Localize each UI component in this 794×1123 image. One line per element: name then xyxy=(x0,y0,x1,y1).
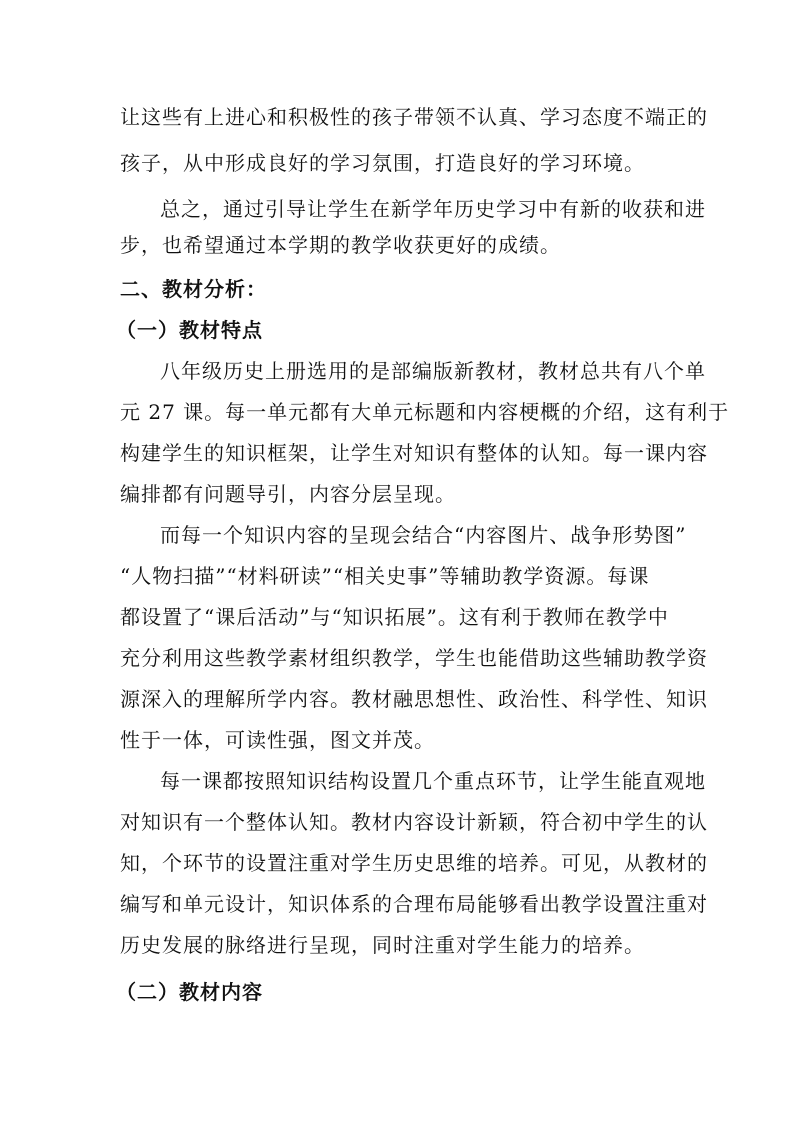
section-heading: 二、教材分析： xyxy=(120,277,267,301)
subsection-heading: （一）教材特点 xyxy=(116,318,263,342)
body-text-line: 源深入的理解所学内容。教材融思想性、政治性、科学性、知识 xyxy=(120,687,708,711)
body-text-line: 编写和单元设计，知识体系的合理布局能够看出教学设置注重对 xyxy=(120,892,708,916)
body-text-line: 让这些有上进心和积极性的孩子带领不认真、学习态度不端正的 xyxy=(120,105,708,129)
body-text-line: 知，个环节的设置注重对学生历史思维的培养。可见，从教材的 xyxy=(120,851,708,875)
body-text-line: 充分利用这些教学素材组织教学，学生也能借助这些辅助教学资 xyxy=(120,646,708,670)
body-text-line: 历史发展的脉络进行呈现，同时注重对学生能力的培养。 xyxy=(120,933,645,957)
body-text-line: “人物扫描”“材料研读”“相关史事”等辅助教学资源。每课 xyxy=(120,564,650,588)
body-text-line: 构建学生的知识框架，让学生对知识有整体的认知。每一课内容 xyxy=(120,441,708,465)
body-text-line: 八年级历史上册选用的是部编版新教材，教材总共有八个单 xyxy=(160,359,706,383)
body-text-line: 每一课都按照知识结构设置几个重点环节，让学生能直观地 xyxy=(160,769,706,793)
body-text-line: 对知识有一个整体认知。教材内容设计新颖，符合初中学生的认 xyxy=(120,810,708,834)
body-text-line: 元 27 课。每一单元都有大单元标题和内容梗概的介绍，这有利于 xyxy=(120,400,730,424)
subsection-heading: （二）教材内容 xyxy=(116,980,263,1004)
body-text-line: 性于一体，可读性强，图文并茂。 xyxy=(120,728,435,752)
body-text-line: 步，也希望通过本学期的教学收获更好的成绩。 xyxy=(120,233,561,257)
body-text-line: 孩子，从中形成良好的学习氛围，打造良好的学习环境。 xyxy=(120,151,645,175)
body-text-line: 总之，通过引导让学生在新学年历史学习中有新的收获和进 xyxy=(160,197,706,221)
body-text-line: 都设置了“课后活动”与“知识拓展”。这有利于教师在教学中 xyxy=(120,605,669,629)
body-text-line: 编排都有问题导引，内容分层呈现。 xyxy=(120,482,456,506)
body-text-line: 而每一个知识内容的呈现会结合“内容图片、战争形势图” xyxy=(160,523,687,547)
